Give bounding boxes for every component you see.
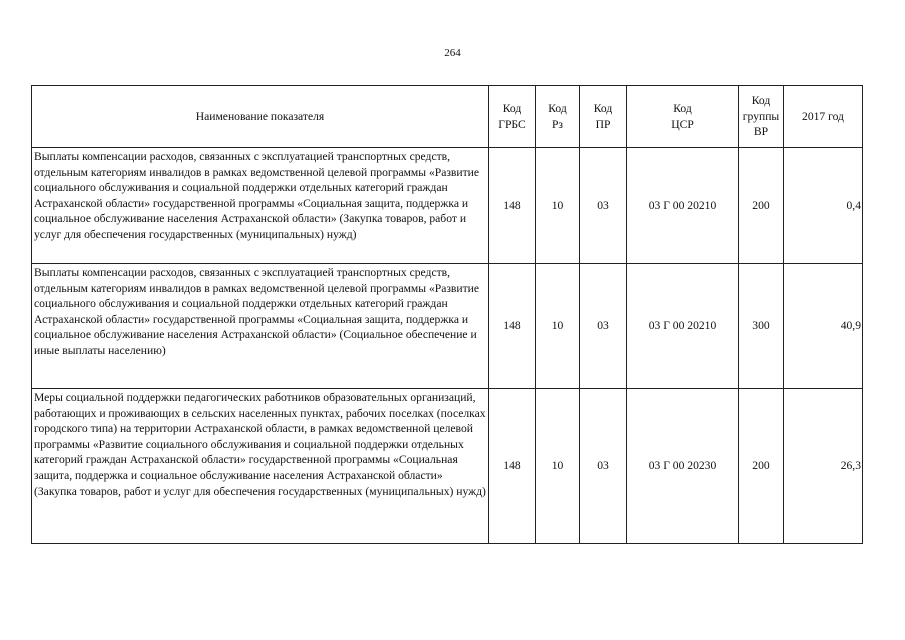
row-name-cell: Выплаты компенсации расходов, связанных с эксплуатацией транспортных средств, отдельным категориям инвалидов в рамках ведомственной целевой программы «Развитие социального обслуживания и социальной поддержки отдельных категорий граждан Астраханской области» государственной программы «Социальная защита, поддержка и социальное обслуживание населения Астраханской области» (Социальное обеспечение и иные выплаты населению) xyxy=(32,264,489,389)
pr-cell: 03 xyxy=(580,389,627,544)
header-pr-line1: Код xyxy=(593,101,613,115)
header-csr-line2: ЦСР xyxy=(671,117,694,131)
amount-cell: 40,9 xyxy=(784,264,863,389)
csr-cell: 03 Г 00 20210 xyxy=(627,148,739,264)
header-year-label: 2017 год xyxy=(802,109,844,123)
vr-cell: 300 xyxy=(739,264,784,389)
header-vr-line2: группы xyxy=(742,109,780,123)
header-grbs-line2: ГРБС xyxy=(498,117,526,131)
header-grbs xyxy=(489,86,536,148)
page-number: 264 xyxy=(444,47,461,59)
rz-cell: 10 xyxy=(536,264,580,389)
header-year xyxy=(784,86,863,148)
vr-cell: 200 xyxy=(739,148,784,264)
row-name-cell: Меры социальной поддержки педагогических работников образовательных организаций, работающих и проживающих в сельских населенных пунктах, рабочих поселках (поселках городского типа) на территории Астраханской области, в рамках ведомственной целевой программы «Развитие социального обслуживания и социальной поддержки отдельных категорий граждан Астраханской области» государственной программы «Социальная защита, поддержка и социальное обслуживание населения Астраханской области» (Закупка товаров, работ и услуг для обеспечения государственных (муниципальных) нужд) xyxy=(32,389,489,544)
header-name-label: Наименование показателя xyxy=(195,109,325,123)
table-row xyxy=(32,264,863,389)
header-rz xyxy=(536,86,580,148)
header-rz-line2: Рз xyxy=(551,117,564,131)
header-name xyxy=(32,86,489,148)
row-name-cell: Выплаты компенсации расходов, связанных с эксплуатацией транспортных средств, отдельным категориям инвалидов в рамках ведомственной целевой программы «Развитие социального обслуживания и социальной поддержки отдельных категорий граждан Астраханской области» государственной программы «Социальная защита, поддержка и социальное обслуживание населения Астраханской области» (Закупка товаров, работ и услуг для обеспечения государственных (муниципальных) нужд) xyxy=(32,148,489,264)
grbs-cell: 148 xyxy=(489,389,536,544)
header-grbs-line1: Код xyxy=(502,101,522,115)
header-vr-line1: Код xyxy=(751,94,771,108)
header-rz-line1: Код xyxy=(548,101,567,115)
pr-cell: 03 xyxy=(580,264,627,389)
csr-cell: 03 Г 00 20210 xyxy=(627,264,739,389)
amount-cell: 0,4 xyxy=(784,148,863,264)
csr-cell: 03 Г 00 20230 xyxy=(627,389,739,544)
header-vr-line3: ВР xyxy=(753,125,769,139)
header-csr-line1: Код xyxy=(673,101,692,115)
header-vr xyxy=(739,86,784,148)
table-row xyxy=(32,389,863,544)
rz-cell: 10 xyxy=(536,148,580,264)
header-row xyxy=(32,86,863,148)
header-pr xyxy=(580,86,627,148)
header-pr-line2: ПР xyxy=(595,117,611,131)
budget-table xyxy=(31,85,863,544)
amount-cell: 26,3 xyxy=(784,389,863,544)
header-csr xyxy=(627,86,739,148)
grbs-cell: 148 xyxy=(489,264,536,389)
vr-cell: 200 xyxy=(739,389,784,544)
rz-cell: 10 xyxy=(536,389,580,544)
grbs-cell: 148 xyxy=(489,148,536,264)
table-row xyxy=(32,148,863,264)
pr-cell: 03 xyxy=(580,148,627,264)
